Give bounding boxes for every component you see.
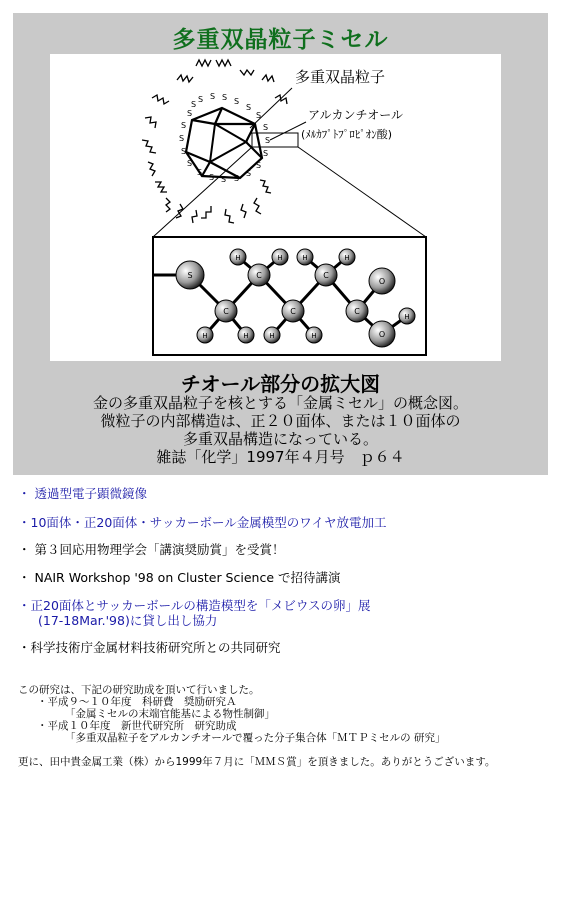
collaboration-item: ・科学技術庁金属材料技術研究所との共同研究: [18, 640, 281, 655]
svg-text:S: S: [265, 136, 271, 145]
caption-heading: チオール部分の拡大図: [180, 372, 381, 396]
svg-text:H: H: [235, 254, 241, 262]
gold-particle: [186, 108, 262, 178]
svg-text:S: S: [181, 121, 187, 130]
svg-text:S: S: [179, 134, 185, 143]
svg-text:S: S: [198, 95, 204, 104]
svg-text:S: S: [221, 175, 227, 184]
svg-text:H: H: [277, 254, 283, 262]
caption-line-2: 微粒子の内部構造は、正２０面体、または１０面体の: [100, 412, 461, 430]
svg-text:C: C: [223, 307, 229, 316]
funding-line-2: 「金属ミセルの末端官能基による物性制御」: [65, 708, 275, 720]
svg-text:S: S: [181, 147, 187, 156]
caption-line-1: 金の多重双晶粒子を核とする「金属ミセル」の概念図。: [92, 394, 468, 412]
svg-text:C: C: [290, 307, 296, 316]
svg-text:S: S: [187, 109, 193, 118]
svg-text:S: S: [210, 92, 216, 101]
svg-text:S: S: [256, 161, 262, 170]
caption-line-4: 雑誌「化学」1997年４月号 ｐ６４: [156, 448, 405, 466]
metal-micelle-diagram: [50, 54, 501, 361]
alkanethiol-label: アルカンチオール: [308, 108, 404, 122]
svg-text:S: S: [234, 97, 240, 106]
svg-text:S: S: [222, 93, 228, 102]
svg-text:S: S: [263, 123, 269, 132]
svg-text:H: H: [302, 254, 308, 262]
funding-line-4: 「多重双晶粒子をアルカンチオールで覆った分子集合体「ＭＴＰミセルの 研究」: [65, 732, 446, 744]
svg-text:H: H: [404, 313, 410, 321]
concept-panel: [13, 13, 548, 475]
diagram-graphic: [50, 54, 501, 361]
particle-label: 多重双晶粒子: [295, 68, 386, 86]
funding-intro: この研究は、下記の研究助成を頂いて行いました。: [18, 684, 260, 696]
svg-text:S: S: [187, 159, 193, 168]
funding-line-1: ・平成９～１０年度 科研費 奨励研究Ａ: [37, 696, 237, 708]
svg-text:H: H: [269, 332, 275, 340]
svg-text:S: S: [187, 271, 193, 280]
award-item: ・ 第３回応用物理学会「講演奨励賞」を受賞！: [18, 542, 285, 557]
svg-text:H: H: [243, 332, 249, 340]
svg-text:C: C: [323, 271, 329, 280]
link-tem-images[interactable]: ・ 透過型電子顕微鏡像: [18, 486, 147, 501]
svg-text:S: S: [191, 100, 197, 109]
svg-text:H: H: [344, 254, 350, 262]
award-thanks: 更に、田中貴金属工業（株）から1999年７月に「ＭＭＳ賞」を頂きました。ありがとうございます。: [18, 756, 496, 768]
svg-text:S: S: [263, 149, 269, 158]
svg-text:C: C: [256, 271, 262, 280]
panel-title: 多重双晶粒子ミセル: [172, 27, 389, 53]
mpa-label: (ﾒﾙｶﾌﾟﾄﾌﾟﾛﾋﾟｵﾝ酸): [301, 128, 393, 141]
caption-line-3: 多重双晶構造になっている。: [182, 430, 378, 448]
svg-text:S: S: [209, 173, 215, 182]
svg-text:S: S: [246, 103, 252, 112]
link-exhibition[interactable]: ・正20面体とサッカーボールの構造模型を「メビウスの卵」展: [18, 598, 371, 613]
svg-text:O: O: [378, 277, 386, 286]
svg-text:O: O: [378, 330, 386, 339]
svg-text:S: S: [256, 111, 262, 120]
svg-text:S: S: [246, 169, 252, 178]
svg-text:S: S: [234, 174, 240, 183]
svg-text:C: C: [354, 307, 360, 316]
link-wire-edm[interactable]: ・10面体・正20面体・サッカーボール金属模型のワイヤ放電加工: [18, 515, 387, 530]
link-exhibition-cont[interactable]: (17-18Mar.'98)に貸し出し協力: [38, 613, 218, 628]
workshop-item: ・ NAIR Workshop '98 on Cluster Science で招待講演: [18, 570, 341, 585]
particle-pointer: [250, 88, 292, 128]
svg-text:S: S: [197, 168, 203, 177]
svg-text:H: H: [202, 332, 208, 340]
svg-text:H: H: [311, 332, 317, 340]
funding-line-3: ・平成１０年度 新世代研究所 研究助成: [37, 720, 237, 732]
